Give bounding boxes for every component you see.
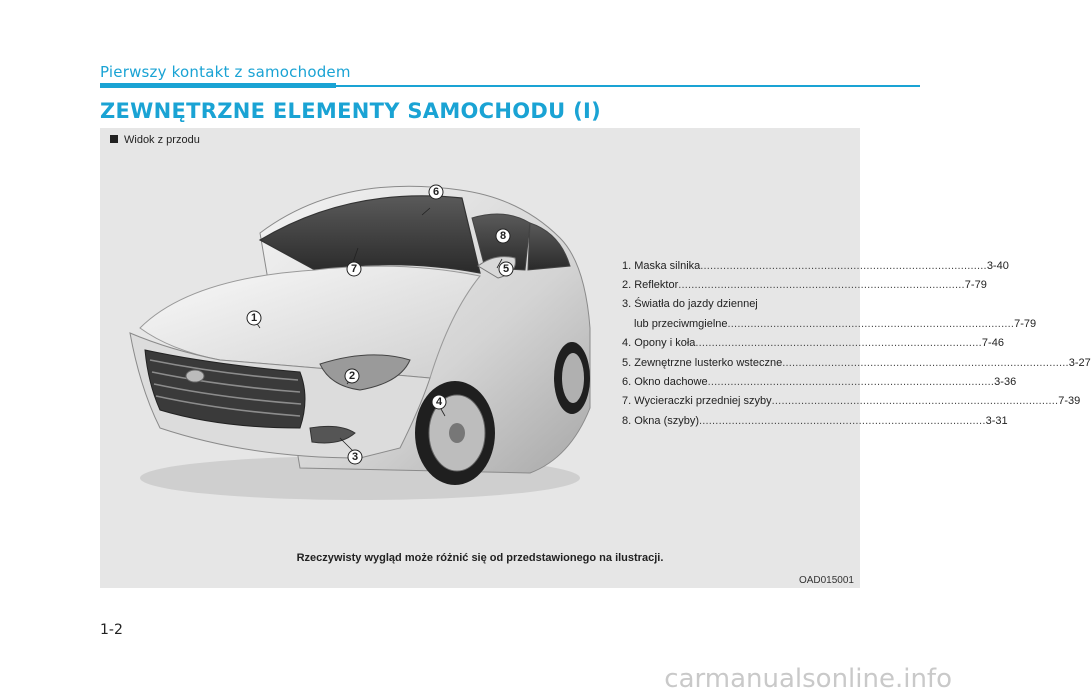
legend-item-label: 5. Zewnętrzne lusterko wsteczne	[622, 356, 783, 369]
callout-1: 1	[250, 312, 258, 324]
section-rule	[336, 85, 920, 87]
view-label	[110, 134, 200, 146]
leader-dots: ........................................................................................	[707, 376, 995, 389]
car-illustration	[100, 128, 600, 548]
leader-dots: ........................................................................................	[727, 317, 1015, 330]
leader-dots: ........................................................................................	[700, 259, 987, 272]
legend-item-label: lub przeciwmgielne	[634, 317, 728, 330]
leader-dots: ........................................................................................	[771, 395, 1059, 408]
legend-item-label: 3. Światła do jazdy dziennej	[622, 298, 758, 311]
legend-item	[622, 411, 1008, 430]
legend-item-label: 8. Okna (szyby)	[622, 414, 700, 427]
view-label-text: Widok z przodu	[124, 134, 200, 146]
illustration-disclaimer: Rzeczywisty wygląd może różnić się od przedstawionego na ilustracji.	[296, 552, 664, 564]
legend-item-page: 7-79	[1014, 317, 1037, 330]
callout-6: 6	[432, 186, 440, 198]
legend-item-page: 3-36	[994, 376, 1017, 389]
legend-item-page: 3-31	[985, 414, 1008, 427]
parts-legend	[622, 256, 1091, 431]
callout-8: 8	[499, 230, 507, 242]
page-number: 1-2	[100, 622, 123, 638]
callout-7: 7	[350, 263, 358, 275]
legend-item-page: 3-27	[1068, 356, 1091, 369]
legend-item-label: 4. Opony i koła	[622, 337, 696, 350]
leader-dots: ........................................................................................	[782, 356, 1069, 369]
legend-item-label: 1. Maska silnika	[622, 259, 701, 272]
callout-5: 5	[502, 263, 510, 275]
legend-item	[622, 256, 1009, 275]
legend-item-continuation	[622, 314, 1037, 333]
legend-item-label: 7. Wycieraczki przedniej szyby	[622, 395, 772, 408]
legend-item	[622, 275, 987, 294]
legend-item-page: 3-40	[986, 259, 1009, 272]
legend-item-label: 6. Okno dachowe	[622, 376, 708, 389]
legend-item-page: 7-39	[1058, 395, 1081, 408]
section-rule-accent	[100, 83, 336, 88]
leader-dots: ........................................................................................	[699, 414, 986, 427]
watermark: carmanualsonline.info	[664, 664, 952, 694]
callout-3: 3	[351, 451, 359, 463]
callout-2: 2	[348, 370, 356, 382]
page-heading: ZEWNĘTRZNE ELEMENTY SAMOCHODU (I)	[100, 99, 602, 123]
legend-item	[622, 334, 1004, 353]
legend-item	[622, 295, 854, 314]
figure-panel	[100, 128, 1091, 588]
legend-item-label: 2. Reflektor	[622, 279, 679, 292]
callout-4: 4	[435, 396, 443, 408]
leader-dots: ........................................................................................	[695, 337, 982, 350]
image-code: OAD015001	[798, 575, 854, 586]
bullet-square-icon	[110, 135, 118, 143]
legend-item	[622, 372, 1017, 391]
legend-item	[622, 392, 1081, 411]
legend-item-page: 7-79	[964, 279, 987, 292]
section-title: Pierwszy kontakt z samochodem	[100, 63, 351, 81]
legend-item	[622, 353, 1091, 372]
legend-item-page: 7-46	[981, 337, 1004, 350]
leader-dots: ........................................................................................	[678, 279, 965, 292]
